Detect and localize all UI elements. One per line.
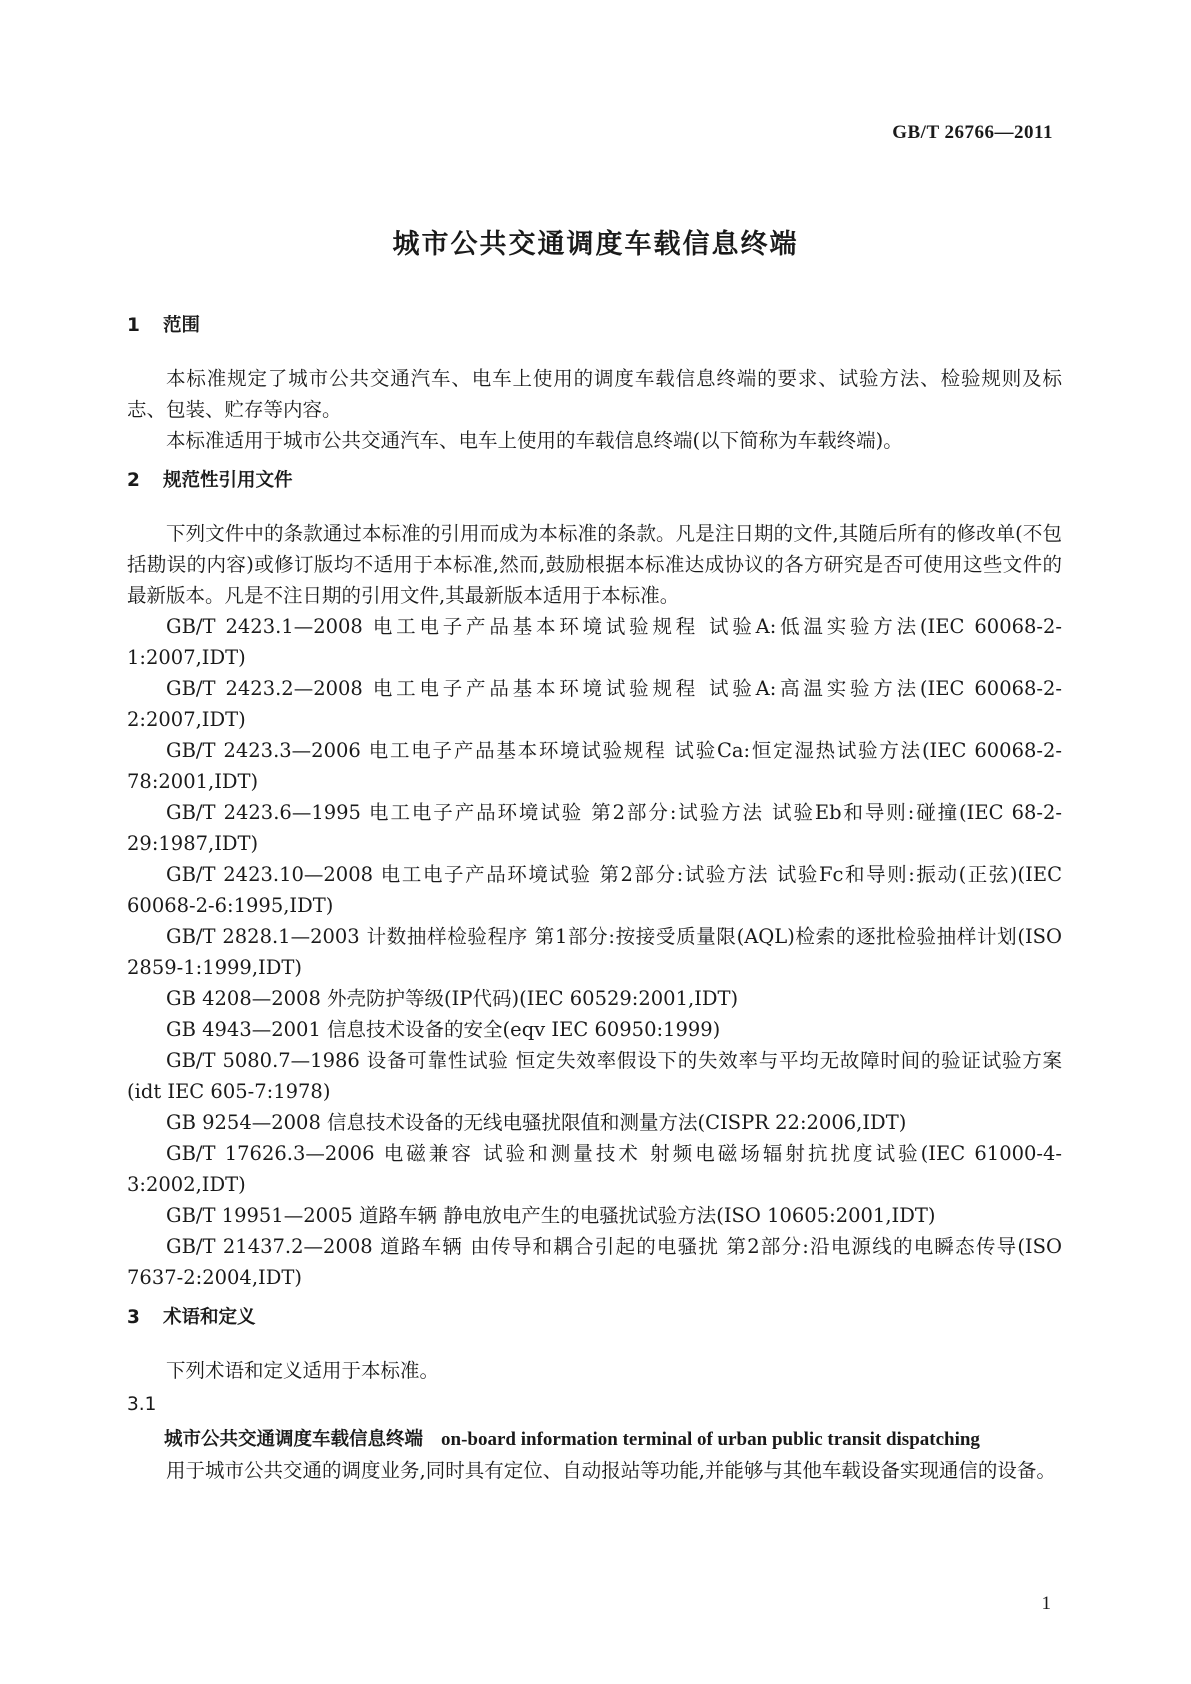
- reference-item: GB/T 21437.2—2008 道路车辆 由传导和耦合引起的电骚扰 第2部分:沿电源线的电瞬态传导(ISO 7637-2:2004,IDT): [127, 1235, 1062, 1289]
- reference-item: GB/T 5080.7—1986 设备可靠性试验 恒定失效率假设下的失效率与平均无故障时间的验证试验方案(idt IEC 605-7:1978): [127, 1049, 1062, 1103]
- page-number: 1: [1041, 1593, 1051, 1614]
- reference-item: GB/T 19951—2005 道路车辆 静电放电产生的电骚扰试验方法(ISO 10605:2001,IDT): [166, 1204, 936, 1227]
- section-3-number: 3: [127, 1307, 140, 1328]
- reference-item: GB 4943—2001 信息技术设备的安全(eqv IEC 60950:1999): [166, 1018, 721, 1041]
- term-english: on-board information terminal of urban public transit dispatching: [441, 1429, 980, 1450]
- section-2-intro: 下列文件中的条款通过本标准的引用而成为本标准的条款。凡是注日期的文件,其随后所有的修改单(不包括勘误的内容)或修订版均不适用于本标准,然而,鼓励根据本标准达成协议的各方研究是否可使用这些文件的最新版本。凡是不注日期的引用文件,其最新版本适用于本标准。: [127, 522, 1062, 607]
- term-entry: [127, 1424, 1062, 1455]
- document-title: 城市公共交通调度车载信息终端: [392, 229, 799, 260]
- reference-item: GB/T 2423.2—2008 电工电子产品基本环境试验规程 试验A:高温实验方法(IEC 60068-2-2:2007,IDT): [127, 677, 1062, 731]
- reference-list: [127, 611, 1062, 1293]
- reference-item: GB/T 2423.10—2008 电工电子产品环境试验 第2部分:试验方法 试验Fc和导则:振动(正弦)(IEC 60068-2-6:1995,IDT): [127, 863, 1062, 917]
- section-3-heading: [127, 1302, 1062, 1333]
- reference-item: GB 9254—2008 信息技术设备的无线电骚扰限值和测量方法(CISPR 22:2006,IDT): [166, 1111, 907, 1134]
- document-body: [127, 310, 1062, 1486]
- standard-code: GB/T 26766—2011: [892, 122, 1053, 143]
- section-1-title: 范围: [163, 315, 201, 336]
- section-1-number: 1: [127, 315, 140, 336]
- section-3-intro: 下列术语和定义适用于本标准。: [166, 1359, 440, 1382]
- section-2-number: 2: [127, 470, 140, 491]
- term-chinese: 城市公共交通调度车载信息终端: [164, 1429, 424, 1450]
- section-1-heading: [127, 310, 1062, 341]
- reference-item: GB 4208—2008 外壳防护等级(IP代码)(IEC 60529:2001,IDT): [166, 987, 739, 1010]
- reference-item: GB/T 17626.3—2006 电磁兼容 试验和测量技术 射频电磁场辐射抗扰度试验(IEC 61000-4-3:2002,IDT): [127, 1142, 1062, 1196]
- term-definition: 用于城市公共交通的调度业务,同时具有定位、自动报站等功能,并能够与其他车载设备实现通信的设备。: [166, 1459, 1056, 1482]
- section-2-heading: [127, 465, 1062, 496]
- reference-item: GB/T 2423.3—2006 电工电子产品基本环境试验规程 试验Ca:恒定湿热试验方法(IEC 60068-2-78:2001,IDT): [127, 739, 1062, 793]
- reference-item: GB/T 2828.1—2003 计数抽样检验程序 第1部分:按接受质量限(AQL)检索的逐批检验抽样计划(ISO 2859-1:1999,IDT): [127, 925, 1062, 979]
- section-1-paragraph: 本标准规定了城市公共交通汽车、电车上使用的调度车载信息终端的要求、试验方法、检验规则及标志、包装、贮存等内容。: [127, 367, 1062, 421]
- reference-item: GB/T 2423.6—1995 电工电子产品环境试验 第2部分:试验方法 试验Eb和导则:碰撞(IEC 68-2-29:1987,IDT): [127, 801, 1062, 855]
- section-3-title: 术语和定义: [163, 1307, 256, 1328]
- section-1-paragraph: 本标准适用于城市公共交通汽车、电车上使用的车载信息终端(以下简称为车载终端)。: [166, 429, 903, 452]
- section-2-title: 规范性引用文件: [163, 470, 293, 491]
- reference-item: GB/T 2423.1—2008 电工电子产品基本环境试验规程 试验A:低温实验方法(IEC 60068-2-1:2007,IDT): [127, 615, 1062, 669]
- clause-number: 3.1: [127, 1394, 157, 1415]
